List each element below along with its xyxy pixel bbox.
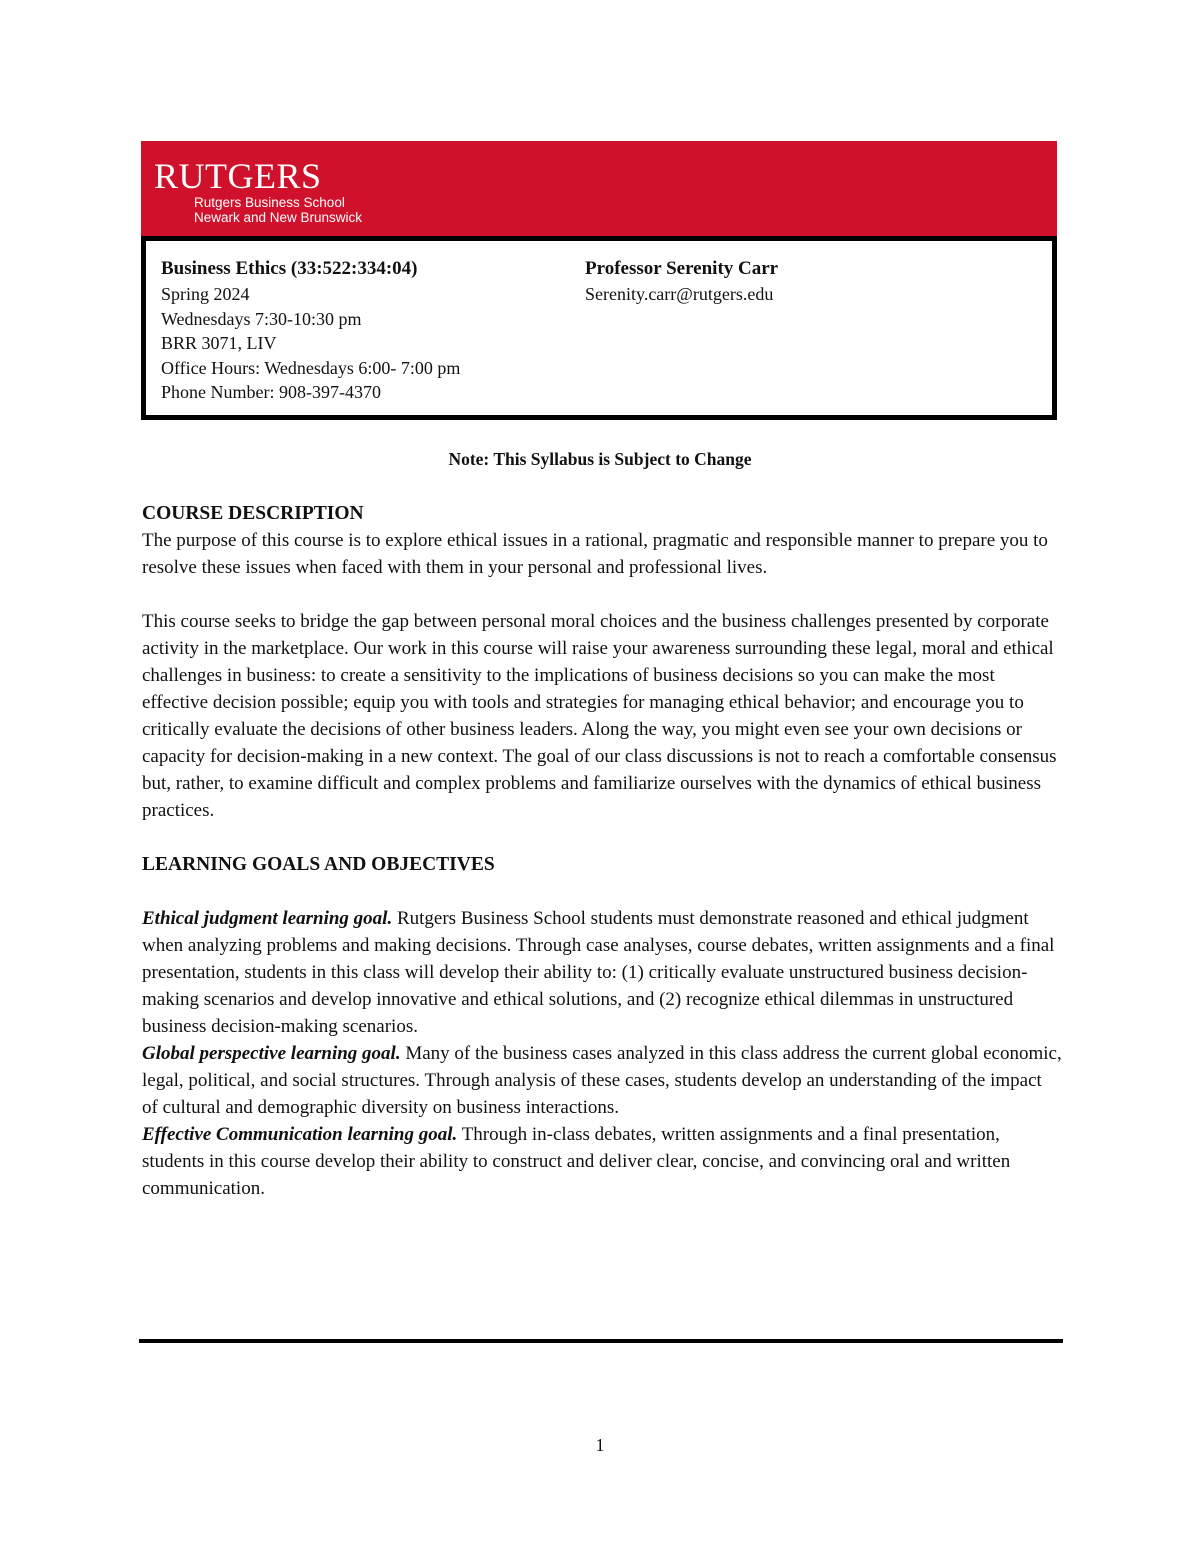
- course-schedule: Wednesdays 7:30-10:30 pm: [161, 308, 362, 329]
- rutgers-logo: RUTGERS: [154, 156, 322, 196]
- logo-subtitle-campus: Newark and New Brunswick: [194, 210, 363, 225]
- course-title: Business Ethics (33:522:334:04): [161, 258, 418, 279]
- page-number: 1: [595, 1435, 605, 1455]
- learning-goal-text: Rutgers Business School students must demonstrate reasoned and ethical judgment when analyzing problems and making decisions. Through case analyses, course debates, written assignments and a final presentation, students in this class will develop their ability to: (1) critically evaluate unstructured business decision-making scenarios and develop innovative and ethical solutions, and (2) recognize ethical dilemmas in unstructured business decision-making scenarios.: [142, 908, 1055, 1037]
- learning-goal-title: Effective Communication learning goal.: [142, 1124, 458, 1145]
- professor-email[interactable]: Serenity.carr@rutgers.edu: [585, 284, 774, 304]
- syllabus-note: Note: This Syllabus is Subject to Change: [448, 449, 752, 469]
- professor-name: Professor Serenity Carr: [585, 258, 779, 279]
- learning-goal-title: Global perspective learning goal.: [142, 1043, 401, 1064]
- learning-goal-communication: [142, 1121, 1062, 1202]
- learning-goal-title: Ethical judgment learning goal.: [142, 908, 393, 929]
- logo-subtitle-school: Rutgers Business School: [194, 195, 345, 210]
- course-room: BRR 3071, LIV: [161, 333, 277, 353]
- course-details: [161, 256, 460, 405]
- learning-goal-global: [142, 1040, 1062, 1121]
- office-hours: Office Hours: Wednesdays 6:00- 7:00 pm: [161, 357, 461, 378]
- learning-goal-text: Many of the business cases analyzed in this class address the current global economic, legal, political, and social structures. Through analysis of these cases, students develop an understanding of the impact of cultural and demographic diversity on business interactions.: [142, 1043, 1062, 1118]
- syllabus-body: [142, 500, 1062, 1202]
- learning-goal-ethical: [142, 905, 1062, 1040]
- instructor-details: [585, 256, 778, 307]
- learning-goal-text: Through in-class debates, written assignments and a final presentation, students in this course develop their ability to construct and deliver clear, concise, and convincing oral and written communication.: [142, 1124, 1011, 1199]
- course-description-paragraph-2: This course seeks to bridge the gap between personal moral choices and the business challenges presented by corporate activity in the marketplace. Our work in this course will raise your awareness surrounding these legal, moral and ethical challenges in business: to create a sensitivity to the implications of business decisions so you can make the most effective decision possible; equip you with tools and strategies for managing ethical behavior; and encourage you to critically evaluate the decisions of other business leaders. Along the way, you might even see your own decisions or capacity for decision-making in a new context. The goal of our class discussions is not to reach a comfortable consensus but, rather, to examine difficult and complex problems and familiarize ourselves with the dynamics of ethical business practices.: [142, 611, 1057, 821]
- course-description-paragraph-1: The purpose of this course is to explore ethical issues in a rational, pragmatic and responsible manner to prepare you to resolve these issues when faced with them in your personal and professional lives.: [142, 530, 1048, 578]
- course-description-heading: COURSE DESCRIPTION: [142, 503, 364, 524]
- rutgers-header-banner: [141, 141, 1057, 236]
- learning-goals-heading: LEARNING GOALS AND OBJECTIVES: [142, 854, 495, 875]
- course-term: Spring 2024: [161, 284, 250, 304]
- course-info-box: [141, 236, 1057, 420]
- footer-divider: [139, 1339, 1063, 1343]
- phone-number: Phone Number: 908-397-4370: [161, 382, 381, 402]
